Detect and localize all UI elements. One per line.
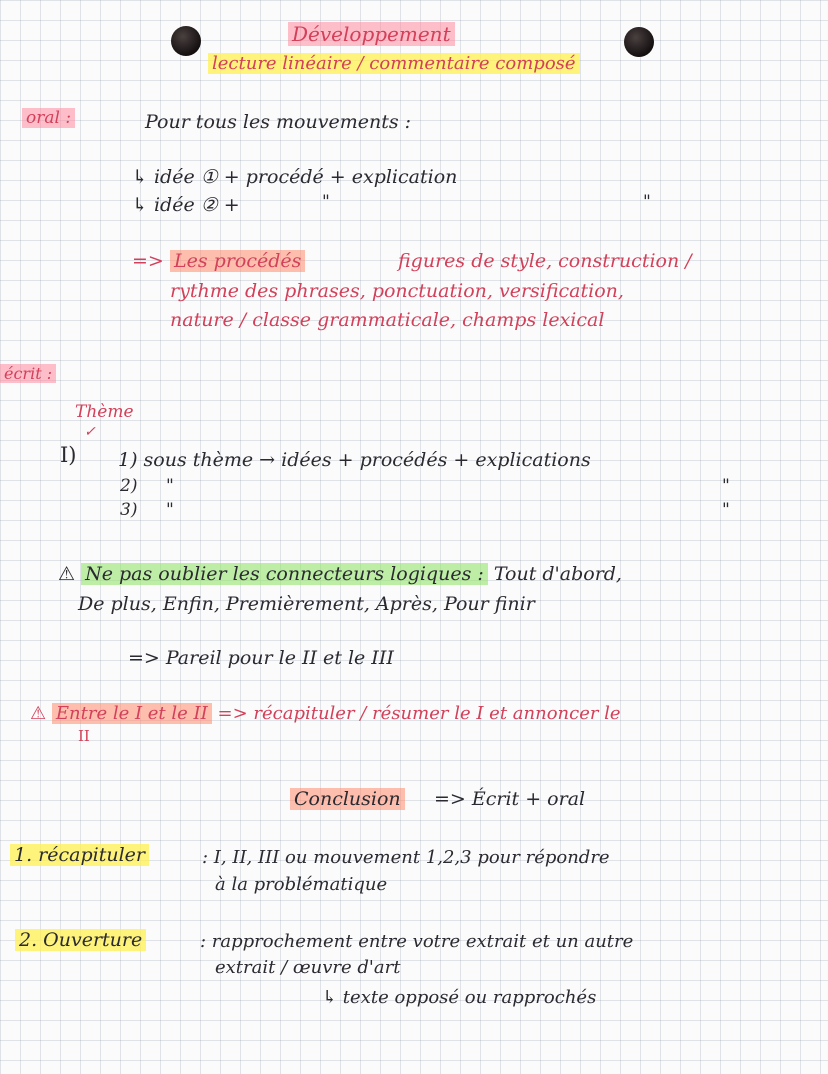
conclusion-arrow: => Écrit + oral [434,788,586,810]
procedes-label: Les procédés [170,249,305,273]
hole-punch-icon [624,27,654,57]
conclusion-step-1-text-2: à la problématique [215,874,388,895]
procedes-text-1: figures de style, construction / [398,250,692,272]
conclusion-step-1-text-1: : I, II, III ou mouvement 1,2,3 pour répondre [202,847,610,868]
section-oral-label: oral : [22,106,75,130]
warning-line-1: ⚠ Ne pas oublier les connecteurs logiques : Tout d'abord, [58,563,622,585]
page-subtitle: lecture linéaire / commentaire composé [208,52,580,76]
ditto-mark: " [722,476,730,496]
same-for-parts: => Pareil pour le II et le III [128,647,394,669]
conclusion-step-2-text-3: ↳ texte opposé ou rapprochés [322,987,597,1008]
part-I: I) [60,443,77,467]
oral-intro: Pour tous les mouvements : [145,111,412,133]
procedes-text-2: rythme des phrases, ponctuation, versification, [170,280,624,302]
ecrit-item-2: 2) [120,476,138,496]
ecrit-item-1: 1) sous thème → idées + procédés + explications [118,449,591,471]
warning-icon: ⚠ [58,563,76,585]
oral-line-1: ↳ idée ① + procédé + explication [132,166,458,188]
section-ecrit-label: écrit : [0,362,56,386]
arrow-down-icon: ✓ [84,424,96,440]
oral-line-2: ↳ idée ② + [132,194,240,216]
procedes-arrow: => [132,250,164,272]
ditto-mark: " [722,500,730,520]
warning2-line-2: II [78,727,90,745]
ecrit-item-3: 3) [120,500,138,520]
ditto-mark: " [166,476,174,496]
page-title: Développement [288,22,455,46]
conclusion-step-2-text-2: extrait / œuvre d'art [215,957,401,978]
warning2-line-1: ⚠ Entre le I et le II => récapituler / résumer le I et annoncer le [30,703,621,724]
ditto-mark: " [166,500,174,520]
conclusion-step-2-label: 2. Ouverture [15,928,146,952]
theme-label: Thème [75,402,134,422]
hole-punch-icon [171,26,201,56]
conclusion-step-2-text-1: : rapprochement entre votre extrait et un autre [200,931,634,952]
ditto-mark: " [643,192,651,212]
warning-line-2: De plus, Enfin, Premièrement, Après, Pour finir [78,593,535,615]
conclusion-title: Conclusion [290,787,405,811]
procedes-text-3: nature / classe grammaticale, champs lexical [170,309,605,331]
conclusion-step-1-label: 1. récapituler [10,843,149,867]
warning-icon: ⚠ [30,703,47,724]
ditto-mark: " [322,192,330,212]
